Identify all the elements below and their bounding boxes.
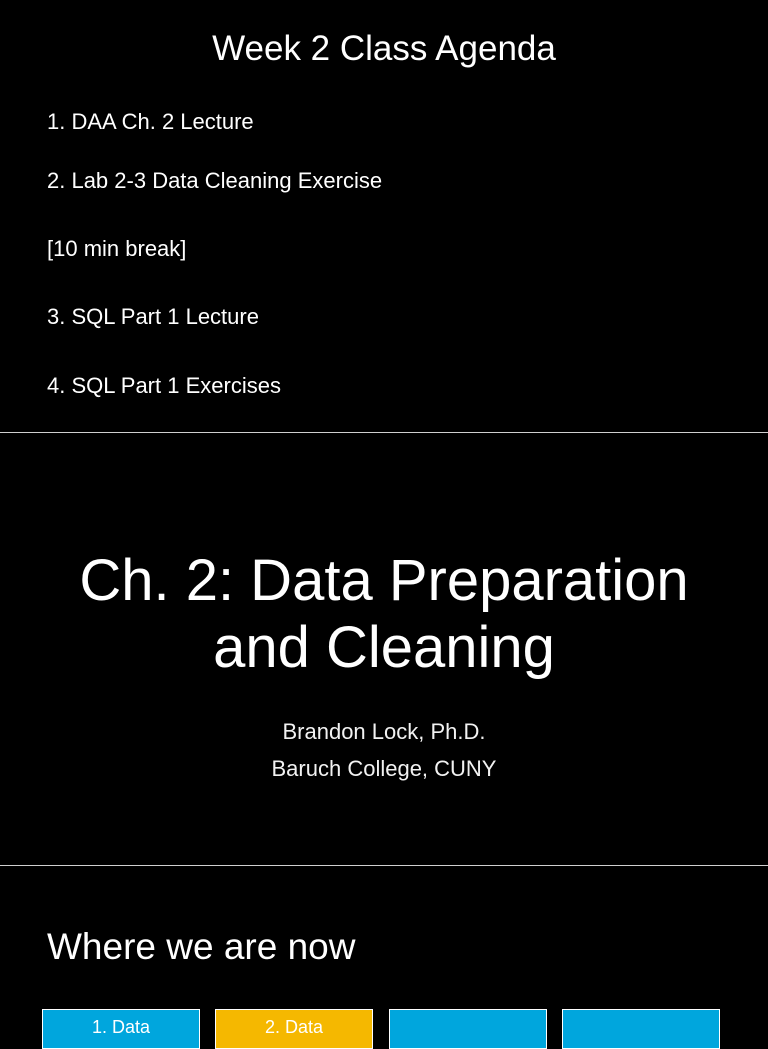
process-step-2-label: 2. Data: [264, 1017, 324, 1037]
chapter-title-line-1: Ch. 2: Data Preparation: [79, 548, 689, 613]
agenda-item-1: 1. DAA Ch. 2 Lecture: [47, 109, 254, 134]
process-step-4-label: [563, 1010, 719, 1018]
author-name: Brandon Lock, Ph.D.: [282, 719, 486, 744]
process-step-2: [215, 1009, 373, 1049]
author-affiliation: Baruch College, CUNY: [271, 756, 497, 781]
slide-where-we-are: [0, 866, 768, 1037]
agenda-item-2: 2. Lab 2-3 Data Cleaning Exercise: [47, 168, 383, 193]
process-step-1: [42, 1009, 200, 1049]
agenda-break: [10 min break]: [47, 236, 187, 261]
agenda-item-3: 3. SQL Part 1 Lecture: [47, 304, 259, 329]
where-heading: Where we are now: [47, 926, 356, 967]
chapter-title: [0, 547, 768, 681]
process-step-1-label: 1. Data: [91, 1017, 151, 1037]
agenda-item-4: 4. SQL Part 1 Exercises: [47, 373, 281, 398]
chapter-title-line-2: and Cleaning: [213, 615, 555, 680]
slide-chapter-title: [0, 433, 768, 865]
process-step-3-label: [390, 1010, 546, 1018]
slide-agenda: [0, 0, 768, 432]
agenda-title: Week 2 Class Agenda: [212, 29, 556, 68]
process-step-3: [389, 1009, 547, 1049]
process-step-4: [562, 1009, 720, 1049]
